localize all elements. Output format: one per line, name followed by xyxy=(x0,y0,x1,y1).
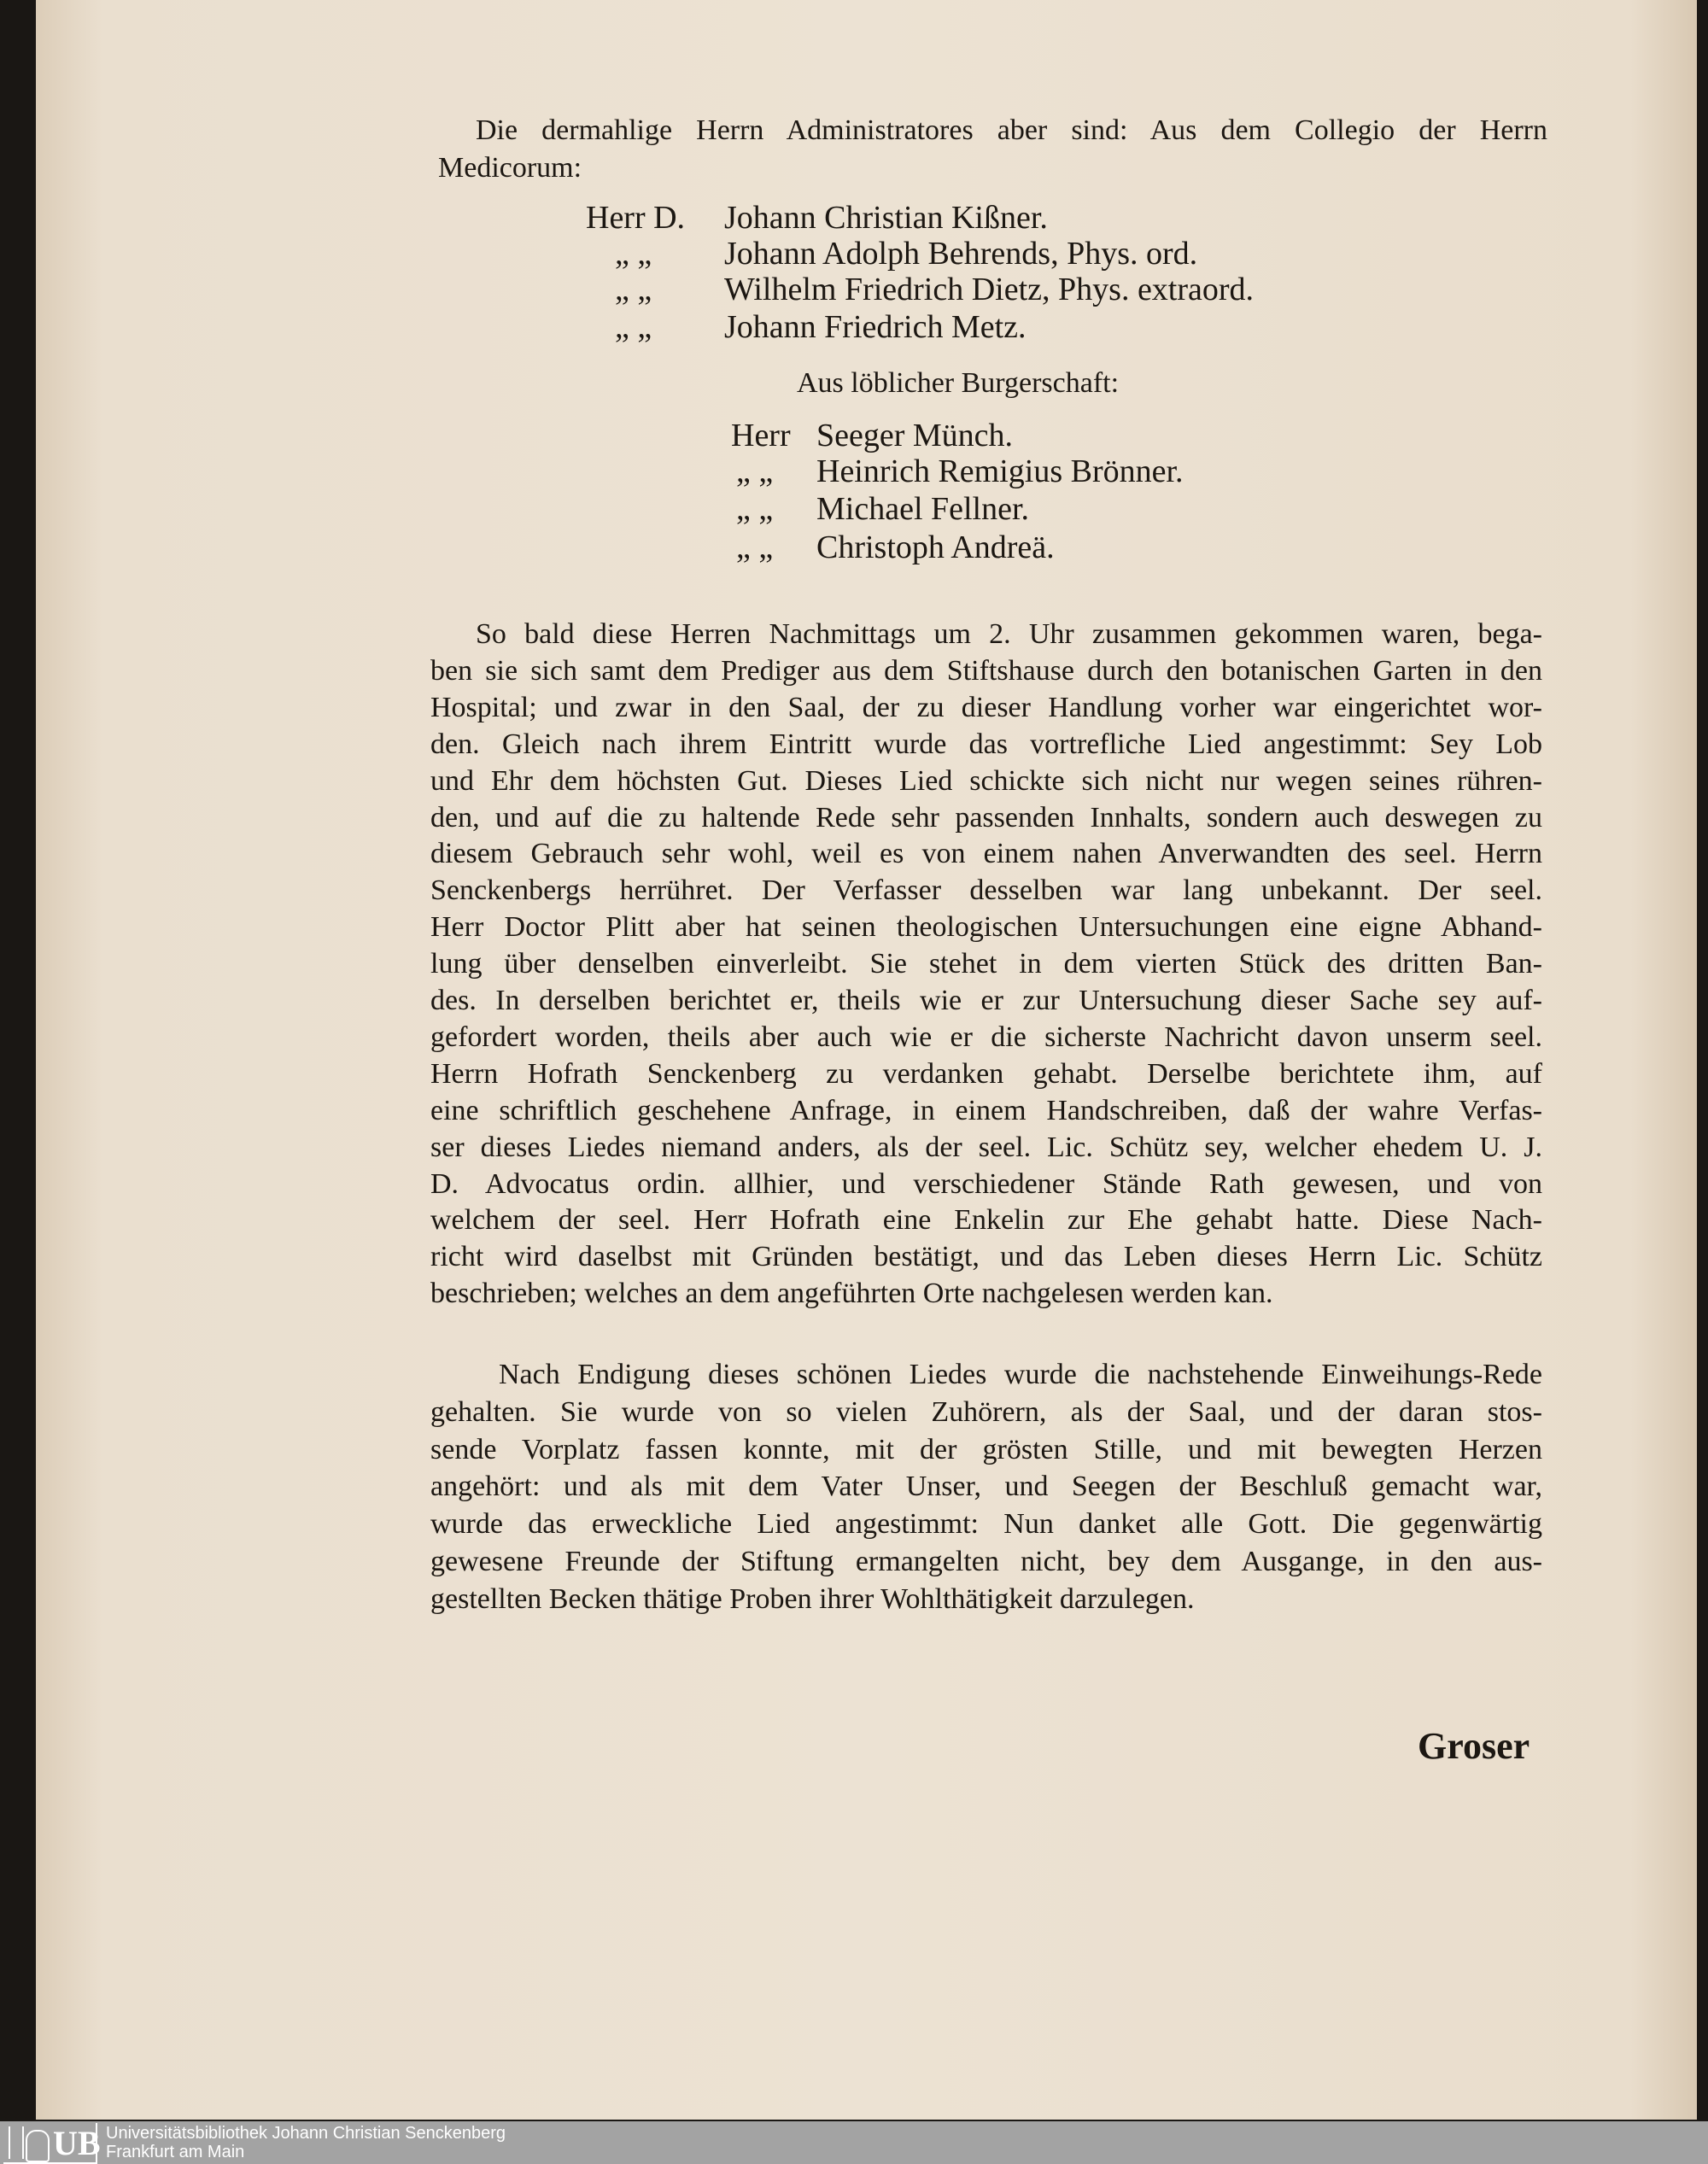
text-line-text: gefordert worden, theils aber auch wie er die sicherste Nachricht davon unserm seel. xyxy=(430,1021,1542,1053)
text-line-text: ben sie sich samt dem Prediger aus dem Stiftshause durch den botanischen Garten in den xyxy=(430,655,1542,687)
text-line xyxy=(430,1433,1542,1467)
text-line-text: und Ehr dem höchsten Gut. Dieses Lied schickte sich nicht nur wegen seines rühren- xyxy=(430,765,1542,797)
text-line xyxy=(430,1470,1542,1504)
text-line xyxy=(430,801,1542,835)
administrator-name xyxy=(816,418,1500,453)
administrator-name-text: Christoph Andreä. xyxy=(816,529,1055,565)
text-line xyxy=(430,874,1542,908)
administrator-name xyxy=(724,272,1493,307)
text-line-text: Senckenbergs herrühret. Der Verfasser desselben war lang unbekannt. Der seel. xyxy=(430,874,1542,906)
administrator-name-text: Wilhelm Friedrich Dietz, Phys. extraord. xyxy=(724,272,1255,307)
list-prefix-text: „ „ xyxy=(615,309,652,345)
list-prefix xyxy=(736,454,813,488)
administrator-name-text: Heinrich Remigius Brönner. xyxy=(816,453,1184,489)
list-prefix-text: „ „ xyxy=(615,236,652,272)
text-line xyxy=(430,1277,1542,1311)
intro-line-2: Medicorum: xyxy=(438,152,582,184)
text-line xyxy=(430,1021,1542,1055)
footer-library-name: Universitätsbibliothek Johann Christian Senckenberg xyxy=(106,2124,506,2143)
text-line-text: D. Advocatus ordin. allhier, und verschiedener Stände Rath gewesen, und von xyxy=(430,1168,1542,1200)
administrator-name xyxy=(816,492,1500,526)
text-line xyxy=(430,654,1542,688)
list-prefix xyxy=(736,492,813,526)
text-line-text: sende Vorplatz fassen konnte, mit der grösten Stille, und mit bewegten Herzen xyxy=(430,1434,1542,1465)
text-line-text: den. Gleich nach ihrem Eintritt wurde das vortrefliche Lied angestimmt: Sey Lob xyxy=(430,728,1542,760)
text-line-text: des. In derselben berichtet er, theils wie er zur Untersuchung dieser Sache sey auf- xyxy=(430,985,1542,1016)
library-footer xyxy=(0,2121,1708,2164)
text-line-text: Herrn Hofrath Senckenberg zu verdanken gehabt. Derselbe berichtete ihm, auf xyxy=(430,1058,1542,1090)
administrator-name-text: Johann Friedrich Metz. xyxy=(724,309,1027,345)
list-prefix-text: „ „ xyxy=(736,529,774,565)
text-line-text: beschrieben; welches an dem angeführten Orte nachgelesen werden kan. xyxy=(430,1278,1273,1309)
text-line-text: Hospital; und zwar in den Saal, der zu dieser Handlung vorher war eingerichtet wor- xyxy=(430,692,1542,723)
administrator-name-text: Johann Christian Kißner. xyxy=(724,200,1048,236)
text-line-text: richt wird daselbst mit Gründen bestätigt, und das Leben dieses Herrn Lic. Schütz xyxy=(430,1241,1542,1272)
text-line-text: gewesene Freunde der Stiftung ermangelten nicht, bey dem Ausgange, in den aus- xyxy=(430,1546,1542,1577)
text-line xyxy=(430,947,1542,981)
text-line xyxy=(430,910,1542,945)
text-line-text: angehört: und als mit dem Vater Unser, und Seegen der Beschluß gemacht war, xyxy=(430,1471,1542,1502)
administrator-name-text: Seeger Münch. xyxy=(816,418,1014,453)
text-line xyxy=(430,1167,1542,1202)
text-line xyxy=(499,1358,1542,1392)
text-line-text: den, und auf die zu haltende Rede sehr passenden Innhalts, sondern auch deswegen zu xyxy=(430,802,1542,833)
text-line-text: welchem der seel. Herr Hofrath eine Enkelin zur Ehe gehabt hatte. Diese Nach- xyxy=(430,1204,1542,1236)
burgerschaft-heading: Aus löblicher Burgerschaft: xyxy=(797,367,1120,399)
text-line xyxy=(430,1131,1542,1165)
text-line-text: wurde das erweckliche Lied angestimmt: Nun danket alle Gott. Die gegenwärtig xyxy=(430,1508,1542,1540)
intro-text: Die dermahlige Herrn Administratores aber sind: Aus dem Collegio der Herrn xyxy=(476,114,1547,146)
administrator-name xyxy=(724,201,1493,235)
list-prefix xyxy=(736,530,813,564)
text-line-text: Herr Doctor Plitt aber hat seinen theologischen Untersuchungen eine eigne Abhand- xyxy=(430,911,1542,943)
text-line xyxy=(430,1545,1542,1579)
list-prefix-text: Herr xyxy=(731,418,791,453)
text-line xyxy=(430,984,1542,1018)
list-prefix-text: „ „ xyxy=(736,491,774,527)
text-line-text: lung über denselben einverleibt. Sie stehet in dem vierten Stück des dritten Ban- xyxy=(430,948,1542,980)
text-line xyxy=(430,1094,1542,1128)
library-logo-icon: UB xyxy=(3,2123,97,2164)
list-prefix xyxy=(731,418,808,453)
administrator-name xyxy=(816,530,1500,564)
text-line xyxy=(430,728,1542,762)
list-prefix xyxy=(586,201,714,235)
text-line xyxy=(430,764,1542,798)
text-line-text: gestellten Becken thätige Proben ihrer Wohlthätigkeit darzulegen. xyxy=(430,1583,1195,1615)
text-line-text: Nach Endigung dieses schönen Liedes wurde die nachstehende Einweihungs-Rede xyxy=(499,1359,1542,1390)
footer-location: Frankfurt am Main xyxy=(106,2143,245,2161)
text-line xyxy=(430,1582,1542,1617)
list-prefix-text: Herr D. xyxy=(586,200,686,236)
administrator-name xyxy=(724,237,1493,271)
text-line xyxy=(430,691,1542,725)
text-line xyxy=(430,837,1542,871)
intro-line xyxy=(476,114,1547,148)
catchword: Groser xyxy=(1418,1725,1530,1767)
text-line xyxy=(430,1395,1542,1430)
administrator-name xyxy=(816,454,1500,488)
text-line xyxy=(430,1057,1542,1091)
text-line-text: So bald diese Herren Nachmittags um 2. Uhr zusammen gekommen waren, bega- xyxy=(476,618,1542,650)
text-line xyxy=(430,1240,1542,1274)
text-line-text: ser dieses Liedes niemand anders, als der seel. Lic. Schütz sey, welcher ehedem U. J. xyxy=(430,1132,1542,1163)
text-line-text: eine schriftlich geschehene Anfrage, in einem Handschreiben, daß der wahre Verfas- xyxy=(430,1095,1542,1126)
text-line xyxy=(430,1203,1542,1237)
administrator-name xyxy=(724,310,1493,344)
text-line-text: diesem Gebrauch sehr wohl, weil es von einem nahen Anverwandten des seel. Herrn xyxy=(430,838,1542,869)
administrator-name-text: Johann Adolph Behrends, Phys. ord. xyxy=(724,236,1198,272)
list-prefix-text: „ „ xyxy=(615,272,652,307)
list-prefix-text: „ „ xyxy=(736,453,774,489)
text-line xyxy=(476,617,1542,652)
text-line xyxy=(430,1507,1542,1541)
administrator-name-text: Michael Fellner. xyxy=(816,491,1030,527)
text-line-text: gehalten. Sie wurde von so vielen Zuhörern, als der Saal, und der daran stos- xyxy=(430,1396,1542,1428)
